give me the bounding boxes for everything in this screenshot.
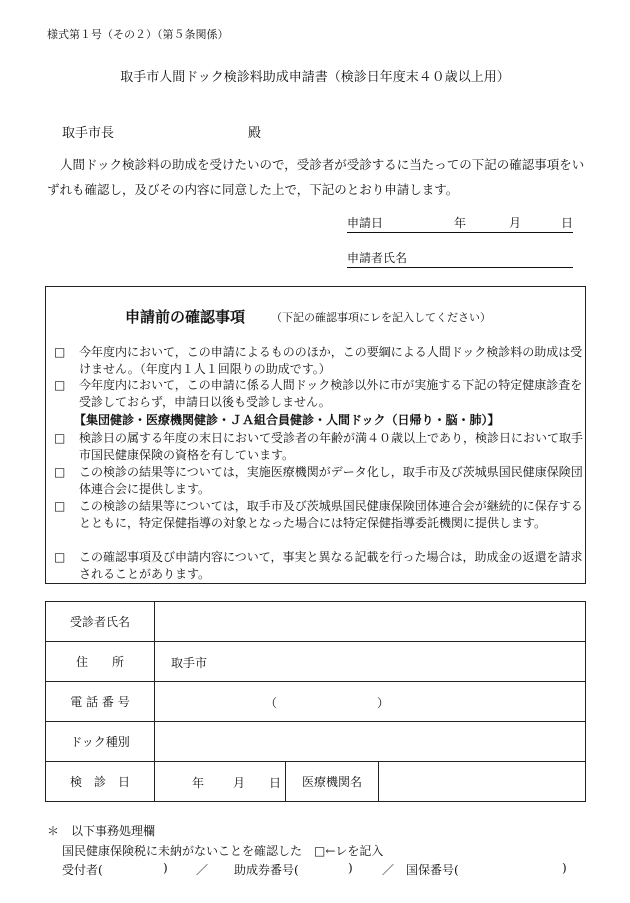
exam-year-label: 年 — [192, 776, 205, 790]
dock-type-label: ドック種別 — [46, 722, 155, 762]
table-row — [46, 602, 586, 642]
addressee: 取手市長 — [62, 126, 115, 141]
document-title: 取手市人間ドック検診料助成申請書（検診日年度末４０歳以上用） — [120, 70, 510, 85]
applicant-info-table — [45, 601, 586, 802]
checkbox[interactable]: □ — [54, 378, 66, 392]
voucher-number-label: 助成券番号( — [234, 863, 299, 877]
phone-field[interactable] — [155, 682, 586, 722]
address-value: 取手市 — [171, 656, 208, 670]
applicant-name-field[interactable] — [347, 249, 573, 268]
separator: ／ — [196, 863, 209, 877]
table-row — [46, 682, 586, 722]
tax-check-line[interactable]: 国民健康保険税に未納がないことを確認した □←レを記入 — [62, 844, 384, 858]
addressee-honorific: 殿 — [248, 126, 262, 141]
applicant-name-label: 申請者氏名 — [347, 251, 408, 265]
insurance-number-label: 国保番号( — [406, 863, 459, 877]
checkbox[interactable]: □ — [54, 550, 66, 564]
confirmation-item-text: 今年度内において，この申請に係る人間ドック検診以外に市が実施する下記の特定健康診査を受診しておらず，申請日以後も受診しません。 — [79, 378, 583, 409]
dock-type-field[interactable] — [155, 722, 586, 762]
confirmation-item-text: 検診日の属する年度の末日において受診者の年齢が満４０歳以上であり，検診日において取手市国民健康保険の資格を有しています。 — [79, 431, 584, 462]
receiver-close: ) — [163, 861, 168, 875]
application-year-label: 年 — [454, 216, 467, 230]
exam-day-label: 日 — [269, 776, 282, 790]
application-day-label: 日 — [561, 216, 574, 230]
receiver-label: 受付者( — [62, 863, 103, 877]
patient-name-field[interactable] — [155, 602, 586, 642]
table-row — [46, 722, 586, 762]
confirmation-note: （下記の確認事項にレを記入してください） — [271, 311, 491, 324]
application-month-label: 月 — [509, 216, 522, 230]
address-label: 住 所 — [46, 642, 155, 682]
exam-date-label: 検 診 日 — [46, 762, 155, 802]
exam-date-field[interactable] — [155, 762, 286, 802]
institution-field[interactable] — [379, 762, 586, 802]
application-date-label: 申請日 — [347, 216, 384, 230]
confirmation-item-text: 今年度内において，この申請によるもののほか，この要綱による人間ドック検診料の助成は受けません。（年度内１人１回限りの助成です。） — [79, 345, 583, 376]
institution-label: 医療機関名 — [286, 762, 379, 802]
phone-paren-open: （ — [265, 696, 278, 710]
patient-name-label: 受診者氏名 — [46, 602, 155, 642]
voucher-number-close: ) — [348, 861, 353, 875]
office-use-fields — [62, 861, 582, 879]
phone-label: 電 話 番 号 — [46, 682, 155, 722]
phone-paren-close: ） — [377, 696, 390, 710]
office-use-title: ＊ 以下事務処理欄 — [47, 824, 156, 838]
checkbox[interactable]: □ — [54, 345, 66, 359]
table-row — [46, 762, 586, 802]
confirmation-item-text: この検診の結果等については，実施医療機関がデータ化し，取手市及び茨城県国民健康保険団体連合会に提供します。 — [79, 465, 583, 496]
application-date-field[interactable] — [347, 214, 573, 233]
checkbox[interactable]: □ — [54, 465, 66, 479]
checkbox[interactable]: □ — [54, 431, 66, 445]
confirmation-item-text: この検診の結果等については，取手市及び茨城県国民健康保険団体連合会が継続的に保存するとともに，特定保健指導の対象となった場合には特定保健指導委託機関に提供します。 — [79, 499, 583, 530]
separator: ／ — [382, 863, 395, 877]
intro-text: 人間ドック検診料の助成を受けたいので，受診者が受診するに当たっての下記の確認事項をいずれも確認し，及びその内容に同意した上で，下記のとおり申請します。 — [47, 157, 585, 197]
checkbox[interactable]: □ — [54, 499, 66, 513]
checkup-types-list: 【集団健診・医療機関健診・ＪＡ組合員健診・人間ドック（日帰り・脳・肺）】 — [74, 413, 500, 427]
confirmation-section — [45, 286, 586, 584]
exam-month-label: 月 — [233, 776, 246, 790]
insurance-number-close: ) — [562, 861, 567, 875]
table-row — [46, 642, 586, 682]
address-field[interactable] — [155, 642, 586, 682]
form-number: 様式第１号（その２）（第５条関係） — [47, 28, 229, 41]
confirmation-item-text: この確認事項及び申請内容について，事実と異なる記載を行った場合は，助成金の返還を請求されることがあります。 — [79, 550, 583, 581]
confirmation-title: 申請前の確認事項 — [125, 308, 246, 326]
